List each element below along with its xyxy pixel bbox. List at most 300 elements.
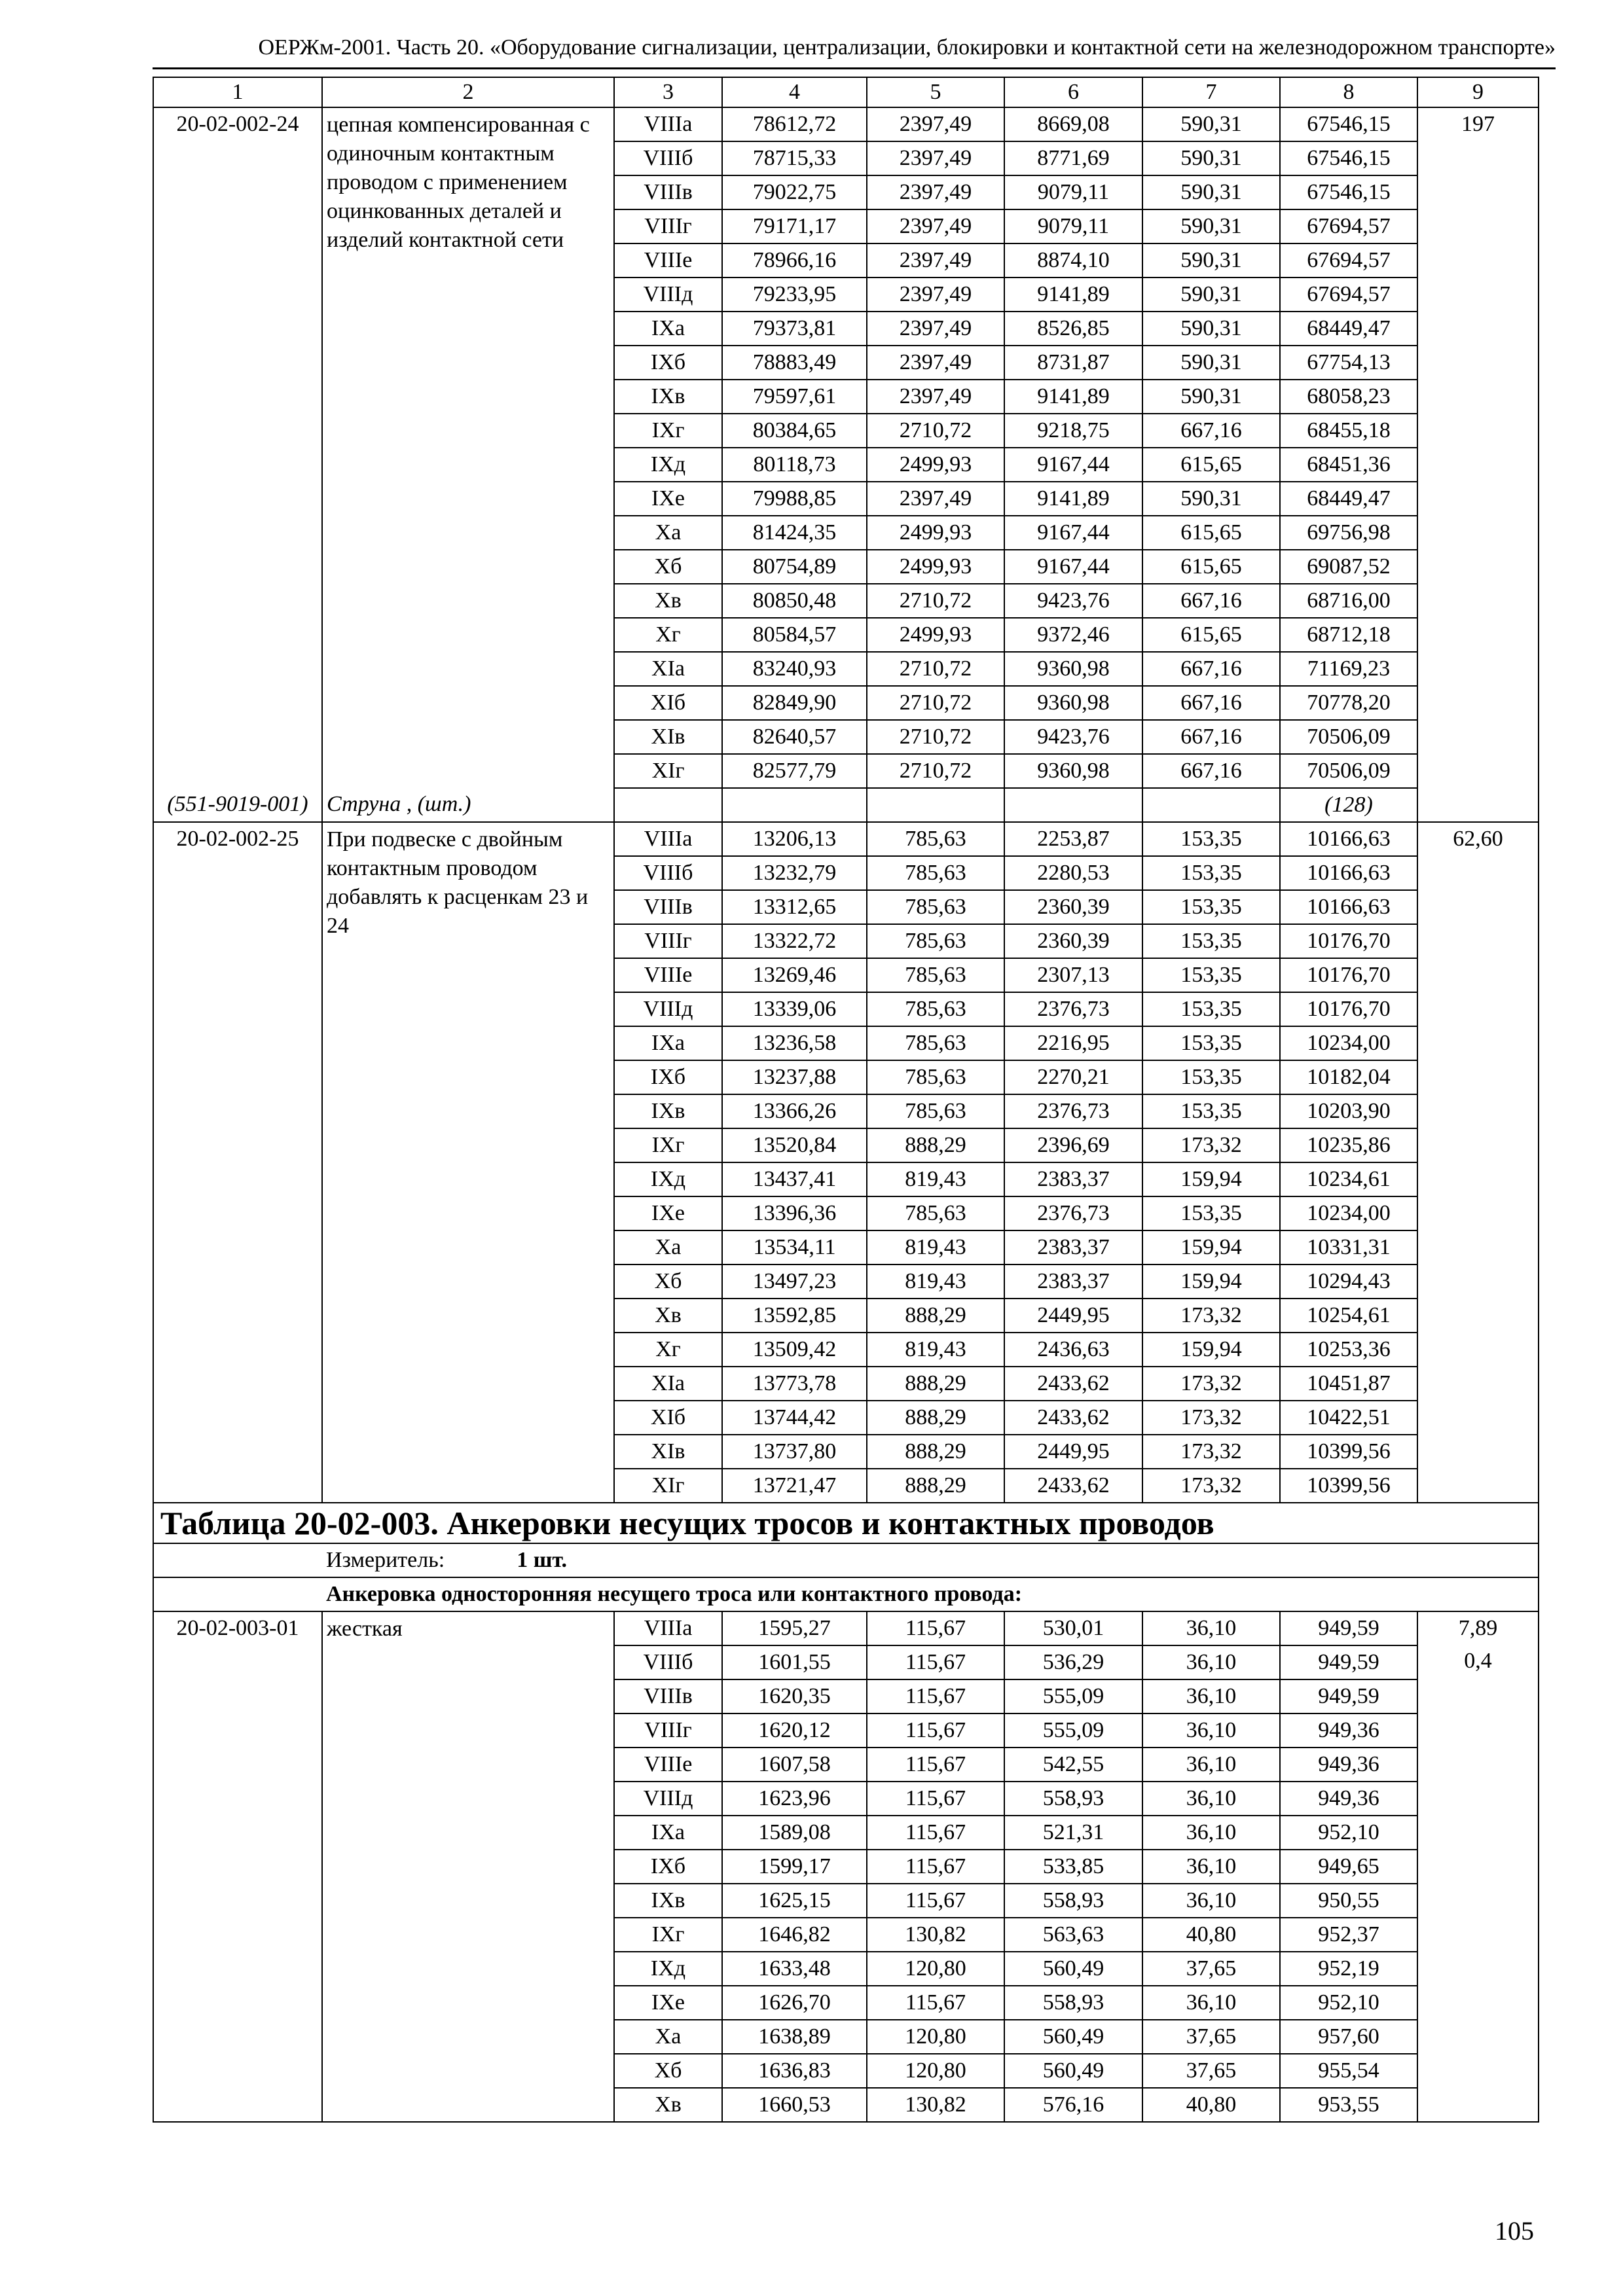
value-cell: 81424,35 [722,516,867,550]
column-number: 8 [1280,77,1417,107]
value-cell: 82577,79 [722,754,867,788]
value-cell: 888,29 [867,1435,1004,1469]
value-cell: 153,35 [1142,992,1280,1026]
value-cell: 9079,11 [1004,175,1142,209]
zone-cell: IXд [614,448,722,482]
value-cell: 785,63 [867,1026,1004,1060]
column-number: 7 [1142,77,1280,107]
value-cell: 8771,69 [1004,141,1142,175]
value-cell: 590,31 [1142,141,1280,175]
value-cell: 615,65 [1142,448,1280,482]
value-cell: 2397,49 [867,312,1004,346]
value-cell: 115,67 [867,1679,1004,1713]
zone-cell: IXа [614,1816,722,1850]
value-cell: 819,43 [867,1230,1004,1265]
value-cell: 667,16 [1142,754,1280,788]
value-cell: 13322,72 [722,924,867,958]
value-cell: 1589,08 [722,1816,867,1850]
value-cell: 115,67 [867,1986,1004,2020]
zone-cell: Xа [614,516,722,550]
empty-cell [722,788,867,822]
value-cell: 67546,15 [1280,107,1417,141]
value-cell: 2397,49 [867,209,1004,243]
value-cell: 115,67 [867,1816,1004,1850]
measure-label: Измеритель: [326,1548,445,1572]
value-cell: 590,31 [1142,482,1280,516]
value-cell: 36,10 [1142,1748,1280,1782]
empty-cell [1004,788,1142,822]
value-cell: 173,32 [1142,1401,1280,1435]
zone-cell: VIIIе [614,243,722,278]
value-cell: 67546,15 [1280,141,1417,175]
column-number: 2 [322,77,614,107]
value-cell: 2307,13 [1004,958,1142,992]
value-cell: 115,67 [867,1645,1004,1679]
value-cell: 2396,69 [1004,1128,1142,1162]
value-cell: 36,10 [1142,1611,1280,1645]
zone-cell: Xб [614,550,722,584]
value-cell: 2499,93 [867,618,1004,652]
zone-cell: IXг [614,1128,722,1162]
value-cell: 590,31 [1142,175,1280,209]
value-cell: 10176,70 [1280,958,1417,992]
value-cell: 68451,36 [1280,448,1417,482]
value-cell: 115,67 [867,1782,1004,1816]
running-header: ОЕРЖм-2001. Часть 20. «Оборудование сигнализации, централизации, блокировки и контактной сети на железнодорожном транспорте» [258,35,1556,60]
value-cell: 952,19 [1280,1952,1417,1986]
value-cell: 1623,96 [722,1782,867,1816]
value-cell: 667,16 [1142,720,1280,754]
value-cell: 9079,11 [1004,209,1142,243]
section-caption: Анкеровка односторонняя несущего троса или контактного провода: [322,1577,1539,1611]
zone-cell: Xа [614,1230,722,1265]
column-number: 4 [722,77,867,107]
value-cell: 10294,43 [1280,1265,1417,1299]
zone-cell: XIб [614,1401,722,1435]
value-cell: 2710,72 [867,686,1004,720]
value-cell: 2710,72 [867,720,1004,754]
value-cell: 10203,90 [1280,1094,1417,1128]
zone-cell: VIIIг [614,924,722,958]
value-cell: 955,54 [1280,2054,1417,2088]
value-cell: 68716,00 [1280,584,1417,618]
value-cell: 1625,15 [722,1884,867,1918]
value-cell: 36,10 [1142,1645,1280,1679]
zone-cell: Xб [614,1265,722,1299]
value-cell: 13721,47 [722,1469,867,1503]
value-cell: 949,36 [1280,1713,1417,1748]
resource-name: Струна , (шт.) [322,788,614,822]
col9-value: 197 [1417,107,1539,788]
price-code: 20-02-002-25 [153,822,322,1503]
zone-cell: Xб [614,2054,722,2088]
value-cell: 9167,44 [1004,550,1142,584]
value-cell: 83240,93 [722,652,867,686]
measure-spacer [153,1543,322,1577]
value-cell: 67694,57 [1280,209,1417,243]
empty-cell [867,788,1004,822]
value-cell: 115,67 [867,1713,1004,1748]
value-cell: 10399,56 [1280,1435,1417,1469]
value-cell: 153,35 [1142,1094,1280,1128]
empty-cell [1417,788,1539,822]
resource-quantity: (128) [1280,788,1417,822]
value-cell: 173,32 [1142,1367,1280,1401]
value-cell: 13339,06 [722,992,867,1026]
zone-cell: IXб [614,1060,722,1094]
zone-cell: IXв [614,380,722,414]
value-cell: 153,35 [1142,924,1280,958]
value-cell: 2270,21 [1004,1060,1142,1094]
value-cell: 9423,76 [1004,720,1142,754]
zone-cell: Xв [614,1299,722,1333]
value-cell: 13232,79 [722,856,867,890]
price-code: 20-02-002-24 [153,107,322,788]
value-cell: 70778,20 [1280,686,1417,720]
value-cell: 9167,44 [1004,516,1142,550]
value-cell: 2397,49 [867,278,1004,312]
measure-value: 1 шт. [517,1548,568,1572]
value-cell: 2499,93 [867,448,1004,482]
resource-code: (551-9019-001) [153,788,322,822]
value-cell: 8731,87 [1004,346,1142,380]
value-cell: 130,82 [867,2088,1004,2122]
value-cell: 10166,63 [1280,890,1417,924]
value-cell: 590,31 [1142,380,1280,414]
measure-row [153,1543,1539,1577]
zone-cell: VIIIа [614,107,722,141]
value-cell: 2397,49 [867,141,1004,175]
value-cell: 37,65 [1142,2020,1280,2054]
value-cell: 785,63 [867,822,1004,856]
value-cell: 79233,95 [722,278,867,312]
value-cell: 10235,86 [1280,1128,1417,1162]
col9-value-line: 0,4 [1464,1649,1492,1673]
value-cell: 115,67 [867,1611,1004,1645]
value-cell: 2433,62 [1004,1401,1142,1435]
zone-cell: IXг [614,414,722,448]
zone-cell: XIб [614,686,722,720]
value-cell: 80584,57 [722,618,867,652]
value-cell: 1620,35 [722,1679,867,1713]
value-cell: 13773,78 [722,1367,867,1401]
value-cell: 949,36 [1280,1748,1417,1782]
value-cell: 615,65 [1142,516,1280,550]
value-cell: 2433,62 [1004,1367,1142,1401]
table-row [153,107,1539,141]
value-cell: 9360,98 [1004,652,1142,686]
value-cell: 888,29 [867,1128,1004,1162]
value-cell: 590,31 [1142,243,1280,278]
value-cell: 590,31 [1142,209,1280,243]
value-cell: 13509,42 [722,1333,867,1367]
value-cell: 888,29 [867,1367,1004,1401]
value-cell: 10176,70 [1280,924,1417,958]
price-code: 20-02-003-01 [153,1611,322,2122]
zone-cell: VIIIб [614,141,722,175]
value-cell: 37,65 [1142,2054,1280,2088]
zone-cell: Xв [614,584,722,618]
measure-unit [322,1543,1539,1577]
caption-row [153,1577,1539,1611]
value-cell: 785,63 [867,856,1004,890]
value-cell: 2710,72 [867,652,1004,686]
value-cell: 13269,46 [722,958,867,992]
zone-cell: IXд [614,1162,722,1196]
value-cell: 8526,85 [1004,312,1142,346]
value-cell: 159,94 [1142,1265,1280,1299]
value-cell: 888,29 [867,1401,1004,1435]
value-cell: 785,63 [867,992,1004,1026]
value-cell: 8669,08 [1004,107,1142,141]
value-cell: 10331,31 [1280,1230,1417,1265]
value-cell: 10234,61 [1280,1162,1417,1196]
value-cell: 173,32 [1142,1435,1280,1469]
value-cell: 667,16 [1142,686,1280,720]
value-cell: 13437,41 [722,1162,867,1196]
zone-cell: XIа [614,652,722,686]
value-cell: 36,10 [1142,1850,1280,1884]
value-cell: 36,10 [1142,1986,1280,2020]
value-cell: 36,10 [1142,1782,1280,1816]
value-cell: 950,55 [1280,1884,1417,1918]
value-cell: 785,63 [867,1060,1004,1094]
zone-cell: IXе [614,1196,722,1230]
value-cell: 68455,18 [1280,414,1417,448]
value-cell: 9141,89 [1004,482,1142,516]
zone-cell: Xг [614,1333,722,1367]
zone-cell: VIIIг [614,1713,722,1748]
value-cell: 2449,95 [1004,1299,1142,1333]
value-cell: 79171,17 [722,209,867,243]
value-cell: 68712,18 [1280,618,1417,652]
value-cell: 1607,58 [722,1748,867,1782]
value-cell: 949,59 [1280,1679,1417,1713]
zone-cell: VIIIа [614,822,722,856]
value-cell: 80118,73 [722,448,867,482]
value-cell: 10253,36 [1280,1333,1417,1367]
value-cell: 2397,49 [867,107,1004,141]
value-cell: 36,10 [1142,1816,1280,1850]
page-number: 105 [1495,2216,1534,2246]
value-cell: 576,16 [1004,2088,1142,2122]
zone-cell: VIIIе [614,1748,722,1782]
work-description: При подвеске с двойным контактным проводом добавлять к расценкам 23 и 24 [322,822,614,1503]
value-cell: 78966,16 [722,243,867,278]
zone-cell: IXб [614,346,722,380]
value-cell: 560,49 [1004,1952,1142,1986]
value-cell: 2383,37 [1004,1265,1142,1299]
zone-cell: IXв [614,1884,722,1918]
value-cell: 555,09 [1004,1679,1142,1713]
value-cell: 1638,89 [722,2020,867,2054]
value-cell: 590,31 [1142,278,1280,312]
value-cell: 2360,39 [1004,890,1142,924]
value-cell: 153,35 [1142,1026,1280,1060]
value-cell: 560,49 [1004,2020,1142,2054]
zone-cell: Xв [614,2088,722,2122]
work-description: цепная компенсированная с одиночным контактным проводом с применением оцинкованных деталей и изделий контактной сети [322,107,614,788]
value-cell: 82849,90 [722,686,867,720]
value-cell: 159,94 [1142,1333,1280,1367]
value-cell: 2433,62 [1004,1469,1142,1503]
value-cell: 2436,63 [1004,1333,1142,1367]
value-cell: 13236,58 [722,1026,867,1060]
value-cell: 785,63 [867,1196,1004,1230]
zone-cell: XIв [614,720,722,754]
value-cell: 1599,17 [722,1850,867,1884]
value-cell: 2216,95 [1004,1026,1142,1060]
value-cell: 9141,89 [1004,380,1142,414]
value-cell: 10254,61 [1280,1299,1417,1333]
value-cell: 10176,70 [1280,992,1417,1026]
value-cell: 9423,76 [1004,584,1142,618]
value-cell: 153,35 [1142,856,1280,890]
value-cell: 590,31 [1142,312,1280,346]
value-cell: 785,63 [867,924,1004,958]
zone-cell: XIг [614,754,722,788]
zone-cell: VIIIб [614,856,722,890]
value-cell: 13312,65 [722,890,867,924]
column-number: 3 [614,77,722,107]
table-title: Таблица 20-02-003. Анкеровки несущих тросов и контактных проводов [153,1503,1539,1543]
value-cell: 949,36 [1280,1782,1417,1816]
value-cell: 13744,42 [722,1401,867,1435]
value-cell: 130,82 [867,1918,1004,1952]
value-cell: 1633,48 [722,1952,867,1986]
value-cell: 10166,63 [1280,822,1417,856]
value-cell: 36,10 [1142,1679,1280,1713]
value-cell: 1626,70 [722,1986,867,2020]
zone-cell: IXв [614,1094,722,1128]
value-cell: 558,93 [1004,1986,1142,2020]
value-cell: 2397,49 [867,346,1004,380]
value-cell: 9360,98 [1004,686,1142,720]
value-cell: 2397,49 [867,175,1004,209]
value-cell: 68449,47 [1280,312,1417,346]
value-cell: 953,55 [1280,2088,1417,2122]
value-cell: 560,49 [1004,2054,1142,2088]
value-cell: 949,59 [1280,1645,1417,1679]
value-cell: 120,80 [867,2054,1004,2088]
value-cell: 13237,88 [722,1060,867,1094]
value-cell: 69756,98 [1280,516,1417,550]
column-number-row [153,77,1539,107]
header-rule [153,67,1556,69]
col9-value: 62,60 [1417,822,1539,1503]
column-number: 6 [1004,77,1142,107]
value-cell: 949,65 [1280,1850,1417,1884]
value-cell: 173,32 [1142,1128,1280,1162]
value-cell: 563,63 [1004,1918,1142,1952]
value-cell: 13592,85 [722,1299,867,1333]
resource-subrow [153,788,1539,822]
value-cell: 40,80 [1142,1918,1280,1952]
zone-cell: VIIIв [614,890,722,924]
value-cell: 70506,09 [1280,754,1417,788]
value-cell: 120,80 [867,2020,1004,2054]
value-cell: 2383,37 [1004,1162,1142,1196]
value-cell: 37,65 [1142,1952,1280,1986]
value-cell: 9372,46 [1004,618,1142,652]
value-cell: 888,29 [867,1469,1004,1503]
value-cell: 10182,04 [1280,1060,1417,1094]
price-table [153,77,1539,2123]
zone-cell: XIг [614,1469,722,1503]
zone-cell: IXа [614,1026,722,1060]
value-cell: 10451,87 [1280,1367,1417,1401]
value-cell: 79022,75 [722,175,867,209]
value-cell: 1601,55 [722,1645,867,1679]
value-cell: 949,59 [1280,1611,1417,1645]
value-cell: 555,09 [1004,1713,1142,1748]
value-cell: 521,31 [1004,1816,1142,1850]
value-cell: 2710,72 [867,754,1004,788]
col9-value-line: 7,89 [1458,1616,1498,1640]
table-row [153,1611,1539,1645]
value-cell: 590,31 [1142,107,1280,141]
zone-cell: VIIIд [614,992,722,1026]
table-title-row [153,1503,1539,1543]
value-cell: 80754,89 [722,550,867,584]
value-cell: 153,35 [1142,1060,1280,1094]
zone-cell: XIа [614,1367,722,1401]
value-cell: 82640,57 [722,720,867,754]
value-cell: 558,93 [1004,1782,1142,1816]
value-cell: 952,10 [1280,1986,1417,2020]
value-cell: 13366,26 [722,1094,867,1128]
zone-cell: IXе [614,482,722,516]
value-cell: 1646,82 [722,1918,867,1952]
value-cell: 79597,61 [722,380,867,414]
value-cell: 36,10 [1142,1884,1280,1918]
value-cell: 1620,12 [722,1713,867,1748]
value-cell: 79373,81 [722,312,867,346]
value-cell: 9218,75 [1004,414,1142,448]
value-cell: 2499,93 [867,516,1004,550]
value-cell: 71169,23 [1280,652,1417,686]
value-cell: 819,43 [867,1333,1004,1367]
zone-cell: IXе [614,1986,722,2020]
value-cell: 2376,73 [1004,992,1142,1026]
value-cell: 10422,51 [1280,1401,1417,1435]
value-cell: 785,63 [867,1094,1004,1128]
value-cell: 36,10 [1142,1713,1280,1748]
work-description: жесткая [322,1611,614,2122]
value-cell: 9360,98 [1004,754,1142,788]
value-cell: 9167,44 [1004,448,1142,482]
value-cell: 2360,39 [1004,924,1142,958]
value-cell: 952,37 [1280,1918,1417,1952]
value-cell: 8874,10 [1004,243,1142,278]
value-cell: 13520,84 [722,1128,867,1162]
value-cell: 590,31 [1142,346,1280,380]
value-cell: 10234,00 [1280,1196,1417,1230]
value-cell: 819,43 [867,1162,1004,1196]
value-cell: 67694,57 [1280,243,1417,278]
value-cell: 115,67 [867,1850,1004,1884]
zone-cell: IXб [614,1850,722,1884]
value-cell: 9141,89 [1004,278,1142,312]
value-cell: 10166,63 [1280,856,1417,890]
value-cell: 819,43 [867,1265,1004,1299]
value-cell: 159,94 [1142,1230,1280,1265]
value-cell: 536,29 [1004,1645,1142,1679]
value-cell: 2397,49 [867,243,1004,278]
value-cell: 2376,73 [1004,1196,1142,1230]
value-cell: 2499,93 [867,550,1004,584]
zone-cell: VIIIв [614,175,722,209]
